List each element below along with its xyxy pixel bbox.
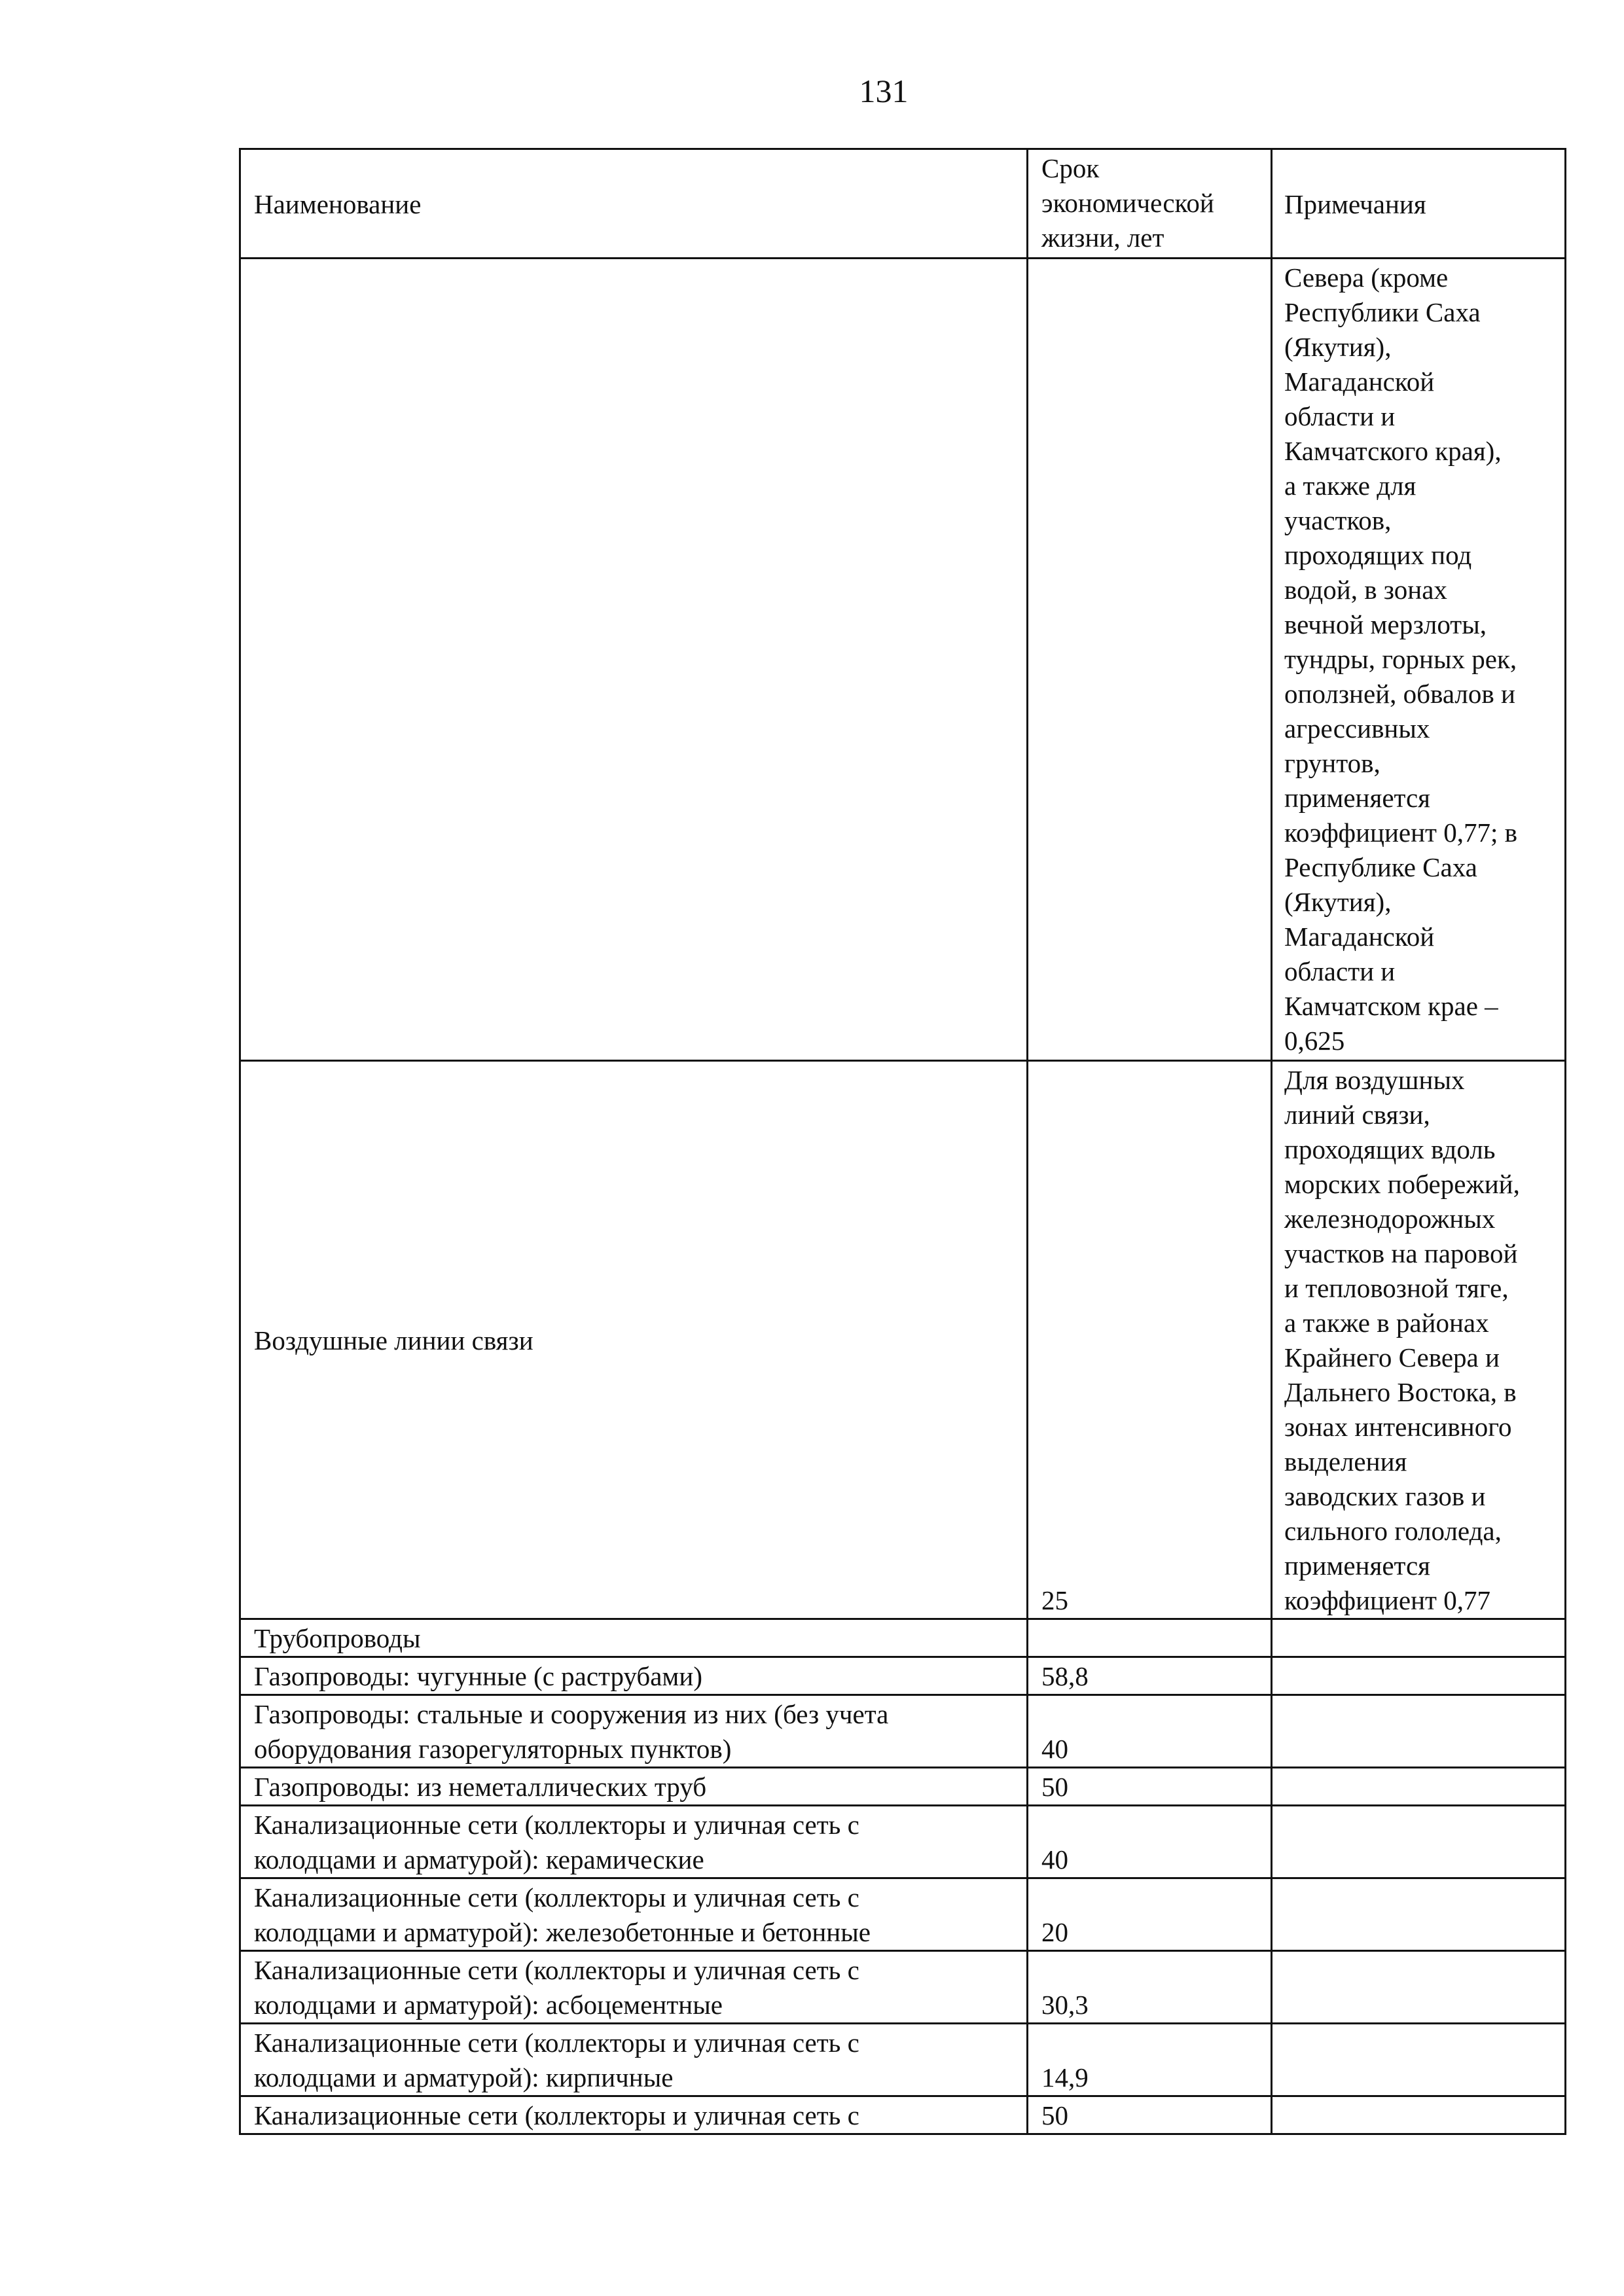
table-row: [240, 2096, 1566, 2134]
row-term: 40: [1028, 1695, 1272, 1768]
row-name: Газопроводы: чугунные (с раструбами): [240, 1657, 1028, 1695]
row-term: 14,9: [1028, 2024, 1272, 2096]
row-term: [1028, 259, 1272, 1061]
table-header-row: [240, 149, 1566, 259]
row-term: 50: [1028, 1768, 1272, 1806]
table-row: [240, 2024, 1566, 2096]
row-name: Воздушные линии связи: [240, 1061, 1028, 1619]
row-notes: Для воздушных линий связи, проходящих вдоль морских побережий, железнодорожных участков на паровой и тепловозной тяге, а также в районах Крайнего Севера и Дальнего Востока, в зонах интенсивного выделения заводских газов и сильного гололеда, применяется коэффициент 0,77: [1272, 1061, 1566, 1619]
header-name: Наименование: [240, 149, 1028, 259]
table-row: [240, 1878, 1566, 1951]
row-term: 30,3: [1028, 1951, 1272, 2024]
row-term: 40: [1028, 1806, 1272, 1878]
row-name: [240, 259, 1028, 1061]
table-row: [240, 1061, 1566, 1619]
table-row: [240, 1806, 1566, 1878]
table-row: [240, 1695, 1566, 1768]
row-notes: [1272, 2024, 1566, 2096]
header-notes: Примечания: [1272, 149, 1566, 259]
row-name: Канализационные сети (коллекторы и уличная сеть с: [240, 2096, 1028, 2134]
table-row: [240, 1619, 1566, 1657]
row-notes: [1272, 1951, 1566, 2024]
row-name: Трубопроводы: [240, 1619, 1028, 1657]
row-notes: [1272, 1619, 1566, 1657]
row-term: [1028, 1619, 1272, 1657]
row-notes: [1272, 1657, 1566, 1695]
row-term: 20: [1028, 1878, 1272, 1951]
row-name: Канализационные сети (коллекторы и уличная сеть с колодцами и арматурой): асбоцементные: [240, 1951, 1028, 2024]
row-notes: [1272, 1878, 1566, 1951]
table-row: [240, 1768, 1566, 1806]
page-number: 131: [859, 73, 909, 109]
row-name: Газопроводы: стальные и сооружения из них (без учета оборудования газорегуляторных пунктов): [240, 1695, 1028, 1768]
row-term: 50: [1028, 2096, 1272, 2134]
row-notes: [1272, 2096, 1566, 2134]
row-term: 58,8: [1028, 1657, 1272, 1695]
row-notes: [1272, 1695, 1566, 1768]
row-name: Газопроводы: из неметаллических труб: [240, 1768, 1028, 1806]
row-name: Канализационные сети (коллекторы и уличная сеть с колодцами и арматурой): кирпичные: [240, 2024, 1028, 2096]
depreciation-table: [239, 148, 1566, 2135]
row-name: Канализационные сети (коллекторы и уличная сеть с колодцами и арматурой): керамические: [240, 1806, 1028, 1878]
table-row: [240, 1657, 1566, 1695]
table-row: [240, 1951, 1566, 2024]
row-notes: [1272, 1806, 1566, 1878]
table-row: [240, 259, 1566, 1061]
row-term: 25: [1028, 1061, 1272, 1619]
row-notes: Севера (кроме Республики Саха (Якутия), Магаданской области и Камчатского края), а также для участков, проходящих под водой, в зонах вечной мерзлоты, тундры, горных рек, оползней, обвалов и агрессивных грунтов, применяется коэффициент 0,77; в Республике Саха (Якутия), Магаданской области и Камчатском крае – 0,625: [1272, 259, 1566, 1061]
row-name: Канализационные сети (коллекторы и уличная сеть с колодцами и арматурой): железобетонные и бетонные: [240, 1878, 1028, 1951]
header-term: Срок экономической жизни, лет: [1028, 149, 1272, 259]
row-notes: [1272, 1768, 1566, 1806]
